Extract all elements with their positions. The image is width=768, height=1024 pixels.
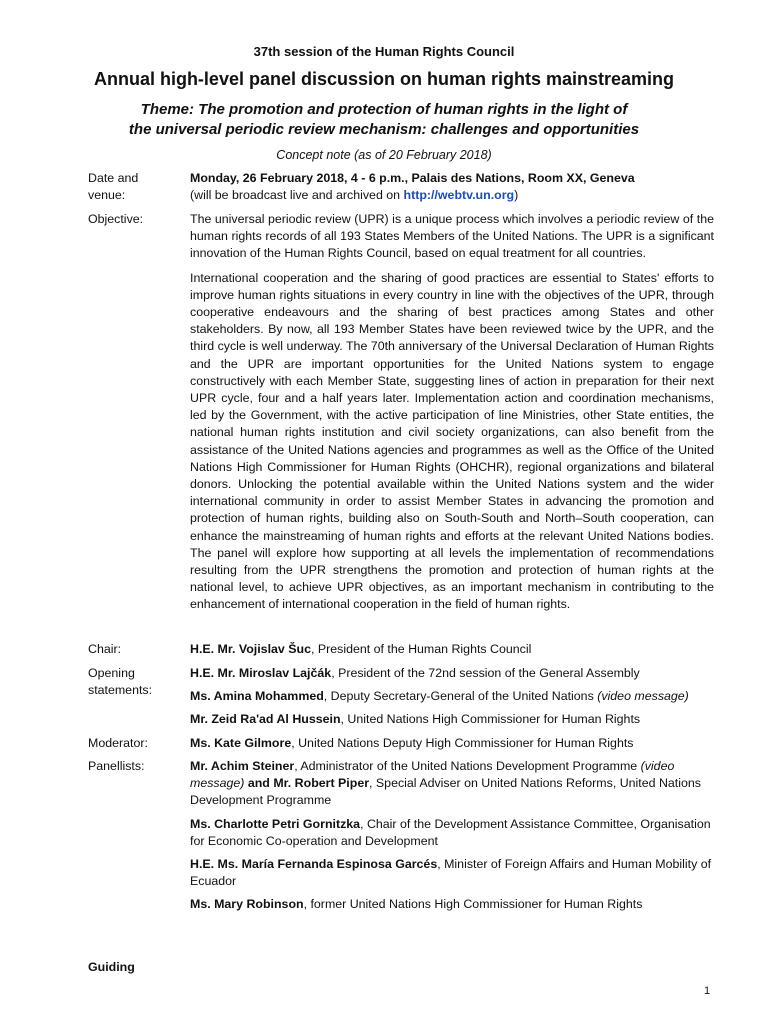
panellist-item: [190, 758, 714, 810]
panellist-name: Mr. Achim Steiner: [190, 759, 295, 773]
moderator-value: [190, 735, 714, 752]
concept-note-date: Concept note (as of 20 February 2018): [276, 148, 492, 162]
panellist-role: , Minister of Foreign Affairs and Human Mobility of Ecuador: [190, 857, 712, 889]
speaker-name: Mr. Zeid Ra'ad Al Hussein: [190, 712, 341, 727]
date-venue-value: [190, 170, 714, 204]
speaker-note: (video message): [597, 689, 689, 704]
opening-item: [190, 711, 714, 728]
objective-label: Objective:: [88, 212, 144, 226]
panellist-conjunction: and: [244, 776, 274, 791]
speaker-name: Ms. Amina Mohammed: [190, 689, 324, 704]
panellist-role: , former United Nations High Commissioner for Human Rights: [303, 897, 643, 912]
speaker-role: , United Nations High Commissioner for Human Rights: [340, 712, 641, 727]
panellist-note: (video message): [190, 759, 675, 791]
speaker-role: , President of the 72nd session of the General Assembly: [331, 666, 640, 680]
moderator-role: , United Nations Deputy High Commissioner for Human Rights: [291, 736, 634, 750]
theme-heading: [0, 100, 768, 140]
page-number: 1: [704, 985, 711, 997]
theme-line-2: the universal periodic review mechanism: challenges and opportunities: [128, 121, 640, 138]
panellist-name: Ms. Charlotte Petri Gornitzka: [190, 816, 361, 831]
opening-value: [190, 665, 714, 729]
speaker-role: , Deputy Secretary-General of the United Nations: [323, 689, 598, 704]
chair-role: , President of the Human Rights Council: [310, 642, 532, 656]
panellists-value: [190, 758, 714, 914]
chair-name: H.E. Mr. Vojislav Šuc: [190, 642, 311, 656]
moderator-label: Moderator:: [88, 736, 148, 750]
chair-value: [190, 641, 714, 658]
panellist-item: [190, 856, 714, 890]
broadcast-text: (will be broadcast live and archived on: [190, 188, 404, 203]
panellist-role: , Administrator of the United Nations Development Programme: [294, 759, 641, 773]
theme-line-1: Theme: The promotion and protection of human rights in the light of: [140, 101, 628, 118]
opening-label: Opening statements:: [88, 666, 153, 698]
panellist-role: , Special Adviser on United Nations Reforms, United Nations Development Programme: [190, 776, 701, 808]
guiding-label: Guiding: [88, 960, 135, 974]
panellist-name: Ms. Mary Robinson: [190, 897, 304, 912]
webtv-link[interactable]: http://webtv.un.org: [403, 188, 515, 203]
panellist-name: Mr. Robert Piper: [273, 776, 370, 791]
objective-paragraph-1: The universal periodic review (UPR) is a unique process which involves a periodic review of the human rights records of all 193 States Members of the United Nations. The UPR is a significant innovation of the Human Rights Council, based on equal treatment for all countries.: [190, 212, 714, 261]
objective-value: [190, 211, 714, 614]
panellist-item: [190, 896, 714, 913]
speaker-name: H.E. Mr. Miroslav Lajčák: [190, 666, 332, 680]
chair-label: Chair:: [88, 642, 122, 656]
panellist-name: H.E. Ms. María Fernanda Espinosa Garcés: [190, 857, 438, 872]
panellists-label: Panellists:: [88, 759, 145, 773]
date-venue-label: Date and venue:: [88, 171, 139, 203]
panellist-item: [190, 816, 714, 850]
broadcast-text-end: ): [514, 188, 519, 203]
moderator-name: Ms. Kate Gilmore: [190, 736, 292, 750]
session-heading: 37th session of the Human Rights Council: [253, 44, 515, 59]
objective-paragraph-2: International cooperation and the sharing of good practices are essential to States' efforts to improve human rights situations in every country in line with the objectives of the UPR, through cooperative endeavours and the sharing of best practices among States and other stakeholders. By now, all 193 Member States have been reviewed twice by the UPR, and the third cycle is well underway. The 70th anniversary of the Universal Declaration of Human Rights and the UPR are important opportunities for the United Nations system to engage constructively with each Member State, suggesting lines of action in preparation for their next UPR cycle, four and a half years later. Implementation action and coordination mechanisms, led by the Government, with the active participation of line Ministries, other State entities, the national human rights institution and civil society organizations, can also benefit from the assistance of the United Nations agencies and programmes as well as the Office of the United Nations High Commissioner for Human Rights (OHCHR), regional organizations and bilateral donors. Unlocking the potential available within the United Nations system and the wider international community in order to assist Member States in advancing the promotion and protection of human rights, building also on South-South and North–South cooperation, can enhance the mainstreaming of human rights and efforts at the relevant United Nations bodies. The panel will explore how supporting at all levels the implementation of recommendations resulting from the UPR strengthens the promotion and protection of human rights at the national level, to achieve UPR objectives, as an important mechanism in contributing to the enhancement of international cooperation in the field of human rights.: [190, 270, 714, 612]
opening-item: [190, 665, 714, 682]
date-venue-main: Monday, 26 February 2018, 4 - 6 p.m., Palais des Nations, Room XX, Geneva: [190, 171, 635, 185]
page-title: Annual high-level panel discussion on human rights mainstreaming: [93, 69, 675, 89]
panellist-role: , Chair of the Development Assistance Committee, Organisation for Economic Co-operation and Development: [190, 816, 711, 848]
opening-item: [190, 688, 714, 705]
